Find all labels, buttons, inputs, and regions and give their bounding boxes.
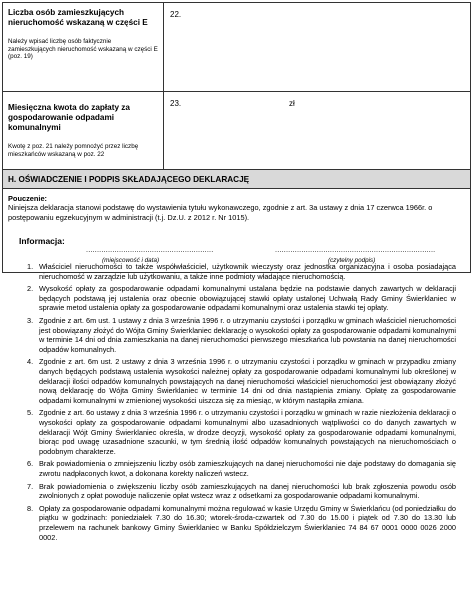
item-text: Opłaty za gospodarowanie odpadami komunalnymi można regulować w kasie Urzędu Gminy w Świerklańcu (od poniedziałku do piątku w godzinach: poniedziałek 7.30 do 16.30; wtorek-środa-czwartek od 7.30 do 15.00 i piątek od 7.30 do 13.30 lub przelewem na rachunek bankowy Gminy Świerklaniec w Banku Spółdzielczym Świerklaniec 74 84 67 0001 0000 0026 2000 0002. [39, 503, 456, 542]
currency-unit: zł [289, 99, 295, 108]
item-text: Zgodnie z art. 6m ust. 2 ustawy z dnia 3 września 1996 r. o utrzymaniu czystości i porządku w gminach w przypadku zmiany danych będących podstawą ustalenia wysokości należnej opłaty za gospodarowanie odpadami komunalnymi lub określonej w deklaracji ilości odpadów komunalnych powstających na danej nieruchomości właściciel nieruchomości jest obowiązany złożyć nową deklarację do Wójta Gminy Świerklaniec w terminie 14 dni od dnia nastąpienia zmiany. Opłatę za gospodarowanie odpadami komunalnymi w zmienionej wysokości uiszcza się za miesiąc, w którym nastąpiła zmiana. [39, 357, 456, 405]
list-item [18, 408, 456, 456]
item-text: Brak powiadomienia o zmniejszeniu liczby osób zamieszkujących na danej nieruchomości nie daje podstawy do domagania się zwrotu nadpłaconych kwot, a dokonana korekty naliczeń wstecz. [39, 459, 456, 478]
monthly-amount-note: Kwotę z poz. 21 należy pomnożyć przez liczbę mieszkańców wskazaną w poz. 22 [8, 143, 139, 158]
residents-count-label-cell [3, 3, 164, 92]
information-title: Informacja: [19, 236, 65, 246]
item-text: Zgodnie z art. 6o ustawy z dnia 3 września 1996 r. o utrzymaniu czystości i porządku w gminach w razie niezłożenia deklaracji o wysokości opłaty za gospodarowanie odpadami komunalnymi albo uzasadnionych wątpliwości co do danych zawartych w deklaracji Wójt Gminy Świerklaniec określa, w drodze decyzji, wysokość opłaty za gospodarowanie odpadami komunalnymi, biorąc pod uwagę uzasadnione szacunki, w tym średnią ilość odpadów komunalnych powstających na nieruchomościach o podobnym charakterze. [39, 408, 456, 456]
item-number: 6. [27, 459, 34, 469]
list-item [18, 284, 456, 313]
item-number: 3. [27, 316, 34, 326]
residents-count-field[interactable] [164, 3, 471, 92]
list-item [18, 459, 456, 478]
field-number-22: 22. [170, 10, 182, 19]
monthly-amount-label-cell [3, 92, 164, 170]
section-h-header-row [3, 170, 471, 189]
list-item [18, 262, 456, 281]
item-text: Właściciel nieruchomości to także współwłaściciel, użytkownik wieczysty oraz jednostka organizacyjna i osoba posiadająca nieruchomość w zarządzie lub użytkowaniu, a także inne podmioty władające nieruchomością. [39, 262, 456, 281]
monthly-amount-row [3, 92, 471, 170]
signature-caption: (czytelny podpis) [328, 257, 376, 264]
field-number-23: 23. [170, 99, 182, 108]
list-item [18, 316, 456, 354]
residents-count-label: Liczba osób zamieszkujących nieruchomość wskazaną w części E [8, 8, 148, 27]
list-item [18, 504, 456, 542]
item-number: 8. [27, 503, 34, 513]
declaration-row [3, 189, 471, 273]
item-text: Brak powiadomienia o zwiększeniu liczby osób zamieszkujących na danej nieruchomości lub brak zgłoszenia powodu osób zwolnionych z opłat powoduje naliczenie opłat wstecz wraz z odsetkami za gospodarowanie odpadami komunalnymi. [39, 481, 456, 501]
item-number: 7. [27, 481, 34, 491]
pouczenie-text: Niniejsza deklaracja stanowi podstawę do wystawienia tytułu wykonawczego, zgodnie z art. 3a ustawy z dnia 17 czerwca 1966r. o postępowaniu egzekucyjnym w administracji (t.j. Dz.U. z 2012 r. Nr 1015). [8, 203, 433, 223]
list-item [18, 357, 456, 405]
item-number: 2. [27, 284, 34, 294]
residents-count-note: Należy wpisać liczbę osób faktycznie zamieszkujących nieruchomość wskazaną w części E (poz. 19) [8, 38, 158, 61]
list-item [18, 482, 456, 501]
monthly-amount-label: Miesięczna kwota do zapłaty za gospodarowanie odpadami komunalnymi [8, 103, 130, 132]
declaration-form-table [2, 2, 471, 273]
information-list [18, 262, 456, 545]
item-text: Wysokość opłaty za gospodarowanie odpadami komunalnymi ustalana będzie na podstawie danych zawartych w deklaracji będących podstawą jej ustalenia oraz obecnie obowiązującej stawki opłaty ustalonej Uchwałą Rady Gminy Świerklaniec w sprawie metod ustalenia opłaty za gospodarowanie odpadami komunalnymi oraz ustalenia stawki tej opłaty. [39, 284, 456, 313]
residents-count-row [3, 3, 471, 92]
item-number: 4. [27, 357, 34, 367]
pouczenie-label: Pouczenie: [8, 194, 48, 203]
section-h-title: H. OŚWIADCZENIE I PODPIS SKŁADAJĄCEGO DEKLARACJĘ [3, 170, 471, 189]
place-date-caption: (miejscowość i data) [102, 257, 160, 264]
declaration-cell [3, 189, 471, 273]
place-date-line[interactable]: .......................................................... [86, 245, 214, 254]
signature-line[interactable]: ......................................................................... [275, 245, 436, 254]
item-text: Zgodnie z art. 6m ust. 1 ustawy z dnia 3 września 1996 r. o utrzymaniu czystości i porządku w gminach właściciel nieruchomości jest obowiązany złożyć do Wójta Gminy Świerklaniec deklarację o wysokości opłaty za gospodarowanie odpadami komunalnymi w terminie 14 dni od dnia zamieszkania na danej nieruchomości pierwszego mieszkańca lub powstania na danej nieruchomości odpadów komunalnych. [39, 316, 456, 354]
item-number: 1. [27, 262, 34, 271]
item-number: 5. [27, 408, 34, 418]
monthly-amount-field[interactable] [164, 92, 471, 170]
